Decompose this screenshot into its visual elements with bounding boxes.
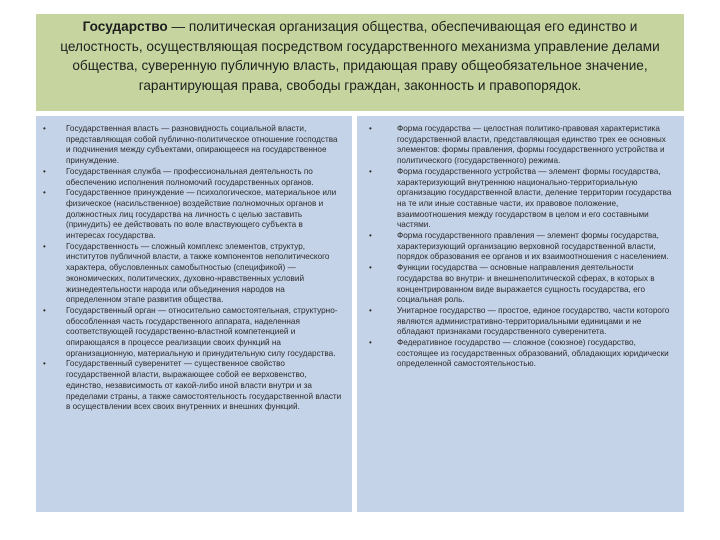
item-text: Федеративное государство — сложное (союзное) государство, состоящее из государственных образований, обладающих юридически определенной самостоятельностью. (397, 338, 669, 369)
item-text: Форма государства — целостная политико-правовая характеристика государственной власти, представляющая единство трех ее основных элементов: формы правления, формы государственного устройства и политического (государственного) режима. (397, 124, 666, 166)
bullet: • (43, 359, 46, 369)
list-item (43, 359, 342, 413)
bullet: • (43, 241, 46, 251)
list-item (369, 166, 674, 231)
bullet: • (43, 166, 46, 176)
header-term: Государство (82, 19, 168, 34)
item-text: Государственное принуждение — психологическое, материальное или физическое (насильственное) воздействие полномочных органов и должностных лиц государства на личность с целью заставить (принудить) ее действовать по воле властвующего субъекта в интересах государства. (66, 188, 337, 241)
bullet: • (43, 188, 46, 198)
list-item (43, 166, 342, 188)
item-text: Форма государственного правления — элемент формы государства, характеризующий организацию верховной государственной власти, порядок образования ее органов и их взаимоотношения с населением. (397, 231, 669, 262)
item-text: Государственная служба — профессиональная деятельность по обеспечению исполнения полномочий государственных органов. (66, 166, 314, 187)
right-column (357, 116, 684, 512)
item-text: Государственность — сложный комплекс элементов, структур, институтов публичной власти, а также компонентов неполитического характера, обусловленных самобытностью (спецификой) — экономических, политических, духовно-нравственных условий жизнедеятельности народа или объединения народов на определенном этапе развития общества. (66, 241, 330, 305)
list-item (43, 241, 342, 306)
bullet: • (369, 338, 372, 348)
list-item (369, 124, 674, 167)
header-definition: — политическая организация общества, обеспечивающая его единство и целостность, осуществляющая посредством государственного механизма управление делами общества, суверенную публичную власть, придающая праву общеобязательное значение, гарантирующая права, свободы граждан, законность и правопорядок. (60, 19, 660, 93)
list-item (43, 188, 342, 242)
item-text: Государственный суверенитет — существенное свойство государственной власти, выражающее собой ее верховенство, единство, независимость от какой-либо иной власти внутри и за пределами страны, а также самостоятельность государственной власти в осуществлении всех своих внутренних и внешних функций. (66, 359, 342, 412)
bullet: • (369, 124, 372, 133)
bullet: • (43, 305, 46, 315)
left-term-list (36, 116, 352, 413)
item-text: Унитарное государство — простое, единое государство, части которого являются административно-территориальными единицами и не обладают признаками государственного суверенитета. (397, 305, 670, 337)
left-column (36, 116, 352, 512)
list-item (369, 231, 674, 263)
item-text: Форма государственного устройства — элемент формы государства, характеризующий внутреннюю национально-территориальную организацию государственной власти, деление территории государства на те или иные составные части, их правовое положение, взаимоотношения между государством в целом и его составными частями. (397, 166, 672, 230)
item-text: Функции государства — основные направления деятельности государства во внутри- и внешнеполитической сферах, в которых в концентрированном виде выражается сущность государства, его социальная роль. (397, 263, 655, 305)
bullet: • (369, 231, 372, 241)
bullet: • (369, 166, 372, 176)
item-text: Государственный орган — относительно самостоятельная, структурно-обособленная часть государственного аппарата, наделенная соответствующей государственно-властной компетенцией и опирающаяся в процессе реализации своих функций на организационную, материальную и принудительную силу государства. (66, 305, 338, 358)
bullet: • (43, 124, 46, 133)
list-item (369, 338, 674, 370)
item-text: Государственная власть — разновидность социальной власти, представляющая собой публично-политическое отношение господства и подчинения между субъектами, опирающееся на государственное принуждение. (66, 124, 338, 166)
list-item (369, 305, 674, 338)
right-term-list (357, 116, 684, 370)
bullet: • (369, 263, 372, 273)
bullet: • (369, 305, 372, 315)
list-item (369, 263, 674, 306)
list-item (43, 305, 342, 360)
list-item (43, 124, 342, 167)
definition-header (36, 14, 684, 111)
